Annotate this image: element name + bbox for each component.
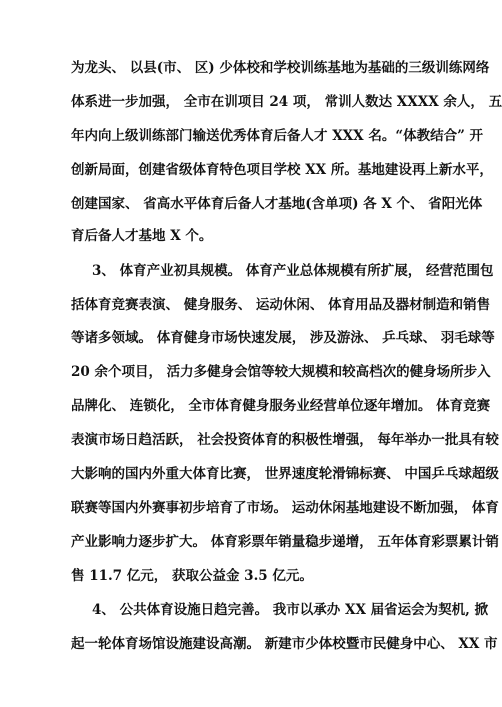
text-line: 为龙头、 以县(市、 区) 少体校和学校训练基地为基础的三级训练网络 [71, 60, 490, 76]
text-line: 表演市场日趋活跃， 社会投资体育的积极性增强， 每年举办一批具有较 [71, 432, 499, 448]
text-line: 年内向上级训练部门输送优秀体育后备人才 XXX 名。“体教结合” 开 [71, 128, 484, 144]
text-line: 20 余个项目， 活力多健身会馆等较大规模和较高档次的健身场所步入 [71, 364, 491, 380]
text-line: 体系进一步加强， 全市在训项目 24 项， 常训人数达 XXXX 余人， 五 [71, 94, 502, 110]
text-line: 联赛等国内外赛事初步培育了市场。 运动休闲基地建设不断加强， 体育 [71, 500, 499, 516]
text-line: 品牌化、 连锁化， 全市体育健身服务业经营单位逐年增加。 体育竞赛 [71, 398, 491, 414]
text-line: 创新局面，创建省级体育特色项目学校 XX 所。基地建设再上新水平， [71, 162, 493, 178]
text-line: 产业影响力逐步扩大。 体育彩票年销量稳步递增， 五年体育彩票累计销 [71, 534, 499, 550]
section-heading-line: 4、 公共体育设施日趋完善。 我市以承办 XX 届省运会为契机, 掀 [92, 602, 489, 618]
text-line: 育后备人才基地 X 个。 [71, 228, 213, 244]
text-line: 大影响的国内外重大体育比赛， 世界速度轮滑锦标赛、 中国乒乓球超级 [71, 466, 499, 482]
text-line: 售 11.7 亿元， 获取公益金 3.5 亿元。 [71, 568, 313, 584]
text-line: 起一轮体育场馆设施建设高潮。 新建市少体校暨市民健身中心、 XX 市 [71, 636, 498, 652]
text-line: 括体育竞赛表演、 健身服务、 运动休闲、 体育用品及器材制造和销售 [71, 297, 491, 313]
text-line: 等诸多领域。 体育健身市场快速发展， 涉及游泳、 乒乓球、 羽毛球等 [71, 330, 495, 346]
text-line: 创建国家、 省高水平体育后备人才基地(含单项) 各 X 个、 省阳光体 [71, 196, 483, 212]
section-heading-line: 3、 体育产业初具规模。 体育产业总体规模有所扩展， 经营范围包 [92, 263, 494, 279]
